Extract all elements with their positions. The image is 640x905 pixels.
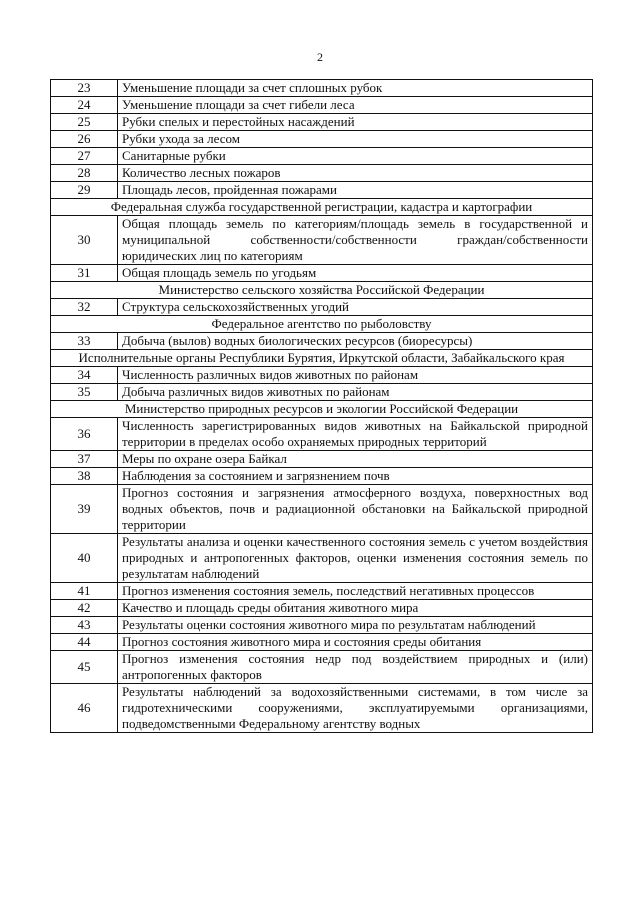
row-number: 38: [51, 468, 118, 485]
table-row: [51, 583, 593, 600]
row-number: 23: [51, 80, 118, 97]
table-row: [51, 534, 593, 583]
row-description: Добыча (вылов) водных биологических ресурсов (биоресурсы): [118, 333, 593, 350]
row-description: Результаты наблюдений за водохозяйственными системами, в том числе за гидротехническими сооружениями, эксплуатируемыми организациями, подведомственными Федеральному агентству водных: [118, 684, 593, 733]
row-number: 31: [51, 265, 118, 282]
row-number: 43: [51, 617, 118, 634]
section-header: Министерство природных ресурсов и экологии Российской Федерации: [51, 401, 593, 418]
table-row: [51, 634, 593, 651]
row-description: Общая площадь земель по категориям/площадь земель в государственной и муниципальной собственности/собственности граждан/собственности юридических лиц по категориям: [118, 216, 593, 265]
row-description: Структура сельскохозяйственных угодий: [118, 299, 593, 316]
row-number: 35: [51, 384, 118, 401]
row-number: 36: [51, 418, 118, 451]
table-row: [51, 131, 593, 148]
row-number: 32: [51, 299, 118, 316]
row-number: 25: [51, 114, 118, 131]
row-description: Прогноз изменения состояния недр под воздействием природных и (или) антропогенных факторов: [118, 651, 593, 684]
section-header-row: [51, 401, 593, 418]
table-row: [51, 367, 593, 384]
row-description: Уменьшение площади за счет сплошных рубок: [118, 80, 593, 97]
row-number: 44: [51, 634, 118, 651]
row-number: 39: [51, 485, 118, 534]
row-number: 46: [51, 684, 118, 733]
row-number: 26: [51, 131, 118, 148]
row-description: Прогноз состояния и загрязнения атмосферного воздуха, поверхностных вод водных объектов, почв и радиационной обстановки на Байкальской природной территории: [118, 485, 593, 534]
row-description: Количество лесных пожаров: [118, 165, 593, 182]
table-row: [51, 299, 593, 316]
table-row: [51, 485, 593, 534]
table-row: [51, 468, 593, 485]
table-row: [51, 216, 593, 265]
row-number: 29: [51, 182, 118, 199]
row-number: 45: [51, 651, 118, 684]
row-description: Наблюдения за состоянием и загрязнением почв: [118, 468, 593, 485]
table-row: [51, 384, 593, 401]
table-row: [51, 651, 593, 684]
section-header-row: [51, 199, 593, 216]
table-row: [51, 418, 593, 451]
row-description: Прогноз изменения состояния земель, последствий негативных процессов: [118, 583, 593, 600]
row-description: Рубки ухода за лесом: [118, 131, 593, 148]
row-description: Меры по охране озера Байкал: [118, 451, 593, 468]
row-number: 24: [51, 97, 118, 114]
row-number: 33: [51, 333, 118, 350]
section-header: Федеральная служба государственной регистрации, кадастра и картографии: [51, 199, 593, 216]
table-body: [51, 80, 593, 733]
section-header-row: [51, 350, 593, 367]
data-sources-table: [50, 79, 593, 733]
row-number: 40: [51, 534, 118, 583]
row-number: 34: [51, 367, 118, 384]
section-header: Министерство сельского хозяйства Российской Федерации: [51, 282, 593, 299]
section-header-row: [51, 316, 593, 333]
table-row: [51, 600, 593, 617]
row-description: Численность различных видов животных по районам: [118, 367, 593, 384]
row-description: Общая площадь земель по угодьям: [118, 265, 593, 282]
row-description: Численность зарегистрированных видов животных на Байкальской природной территории в пределах особо охраняемых природных территорий: [118, 418, 593, 451]
row-description: Санитарные рубки: [118, 148, 593, 165]
table-row: [51, 165, 593, 182]
row-description: Уменьшение площади за счет гибели леса: [118, 97, 593, 114]
row-number: 37: [51, 451, 118, 468]
row-description: Результаты оценки состояния животного мира по результатам наблюдений: [118, 617, 593, 634]
row-number: 42: [51, 600, 118, 617]
table-row: [51, 114, 593, 131]
row-number: 41: [51, 583, 118, 600]
table-row: [51, 265, 593, 282]
row-description: Прогноз состояния животного мира и состояния среды обитания: [118, 634, 593, 651]
row-description: Результаты анализа и оценки качественного состояния земель с учетом воздействия природных и антропогенных факторов, оценки изменения состояния земель по результатам наблюдений: [118, 534, 593, 583]
row-number: 28: [51, 165, 118, 182]
row-description: Площадь лесов, пройденная пожарами: [118, 182, 593, 199]
section-header: Федеральное агентство по рыболовству: [51, 316, 593, 333]
page-number: 2: [317, 50, 323, 64]
table-row: [51, 97, 593, 114]
section-header: Исполнительные органы Республики Бурятия, Иркутской области, Забайкальского края: [51, 350, 593, 367]
row-description: Качество и площадь среды обитания животного мира: [118, 600, 593, 617]
table-row: [51, 333, 593, 350]
table-row: [51, 182, 593, 199]
table-row: [51, 617, 593, 634]
table-row: [51, 80, 593, 97]
table-row: [51, 451, 593, 468]
row-description: Добыча различных видов животных по районам: [118, 384, 593, 401]
row-number: 27: [51, 148, 118, 165]
section-header-row: [51, 282, 593, 299]
table-row: [51, 148, 593, 165]
table-row: [51, 684, 593, 733]
row-number: 30: [51, 216, 118, 265]
row-description: Рубки спелых и перестойных насаждений: [118, 114, 593, 131]
